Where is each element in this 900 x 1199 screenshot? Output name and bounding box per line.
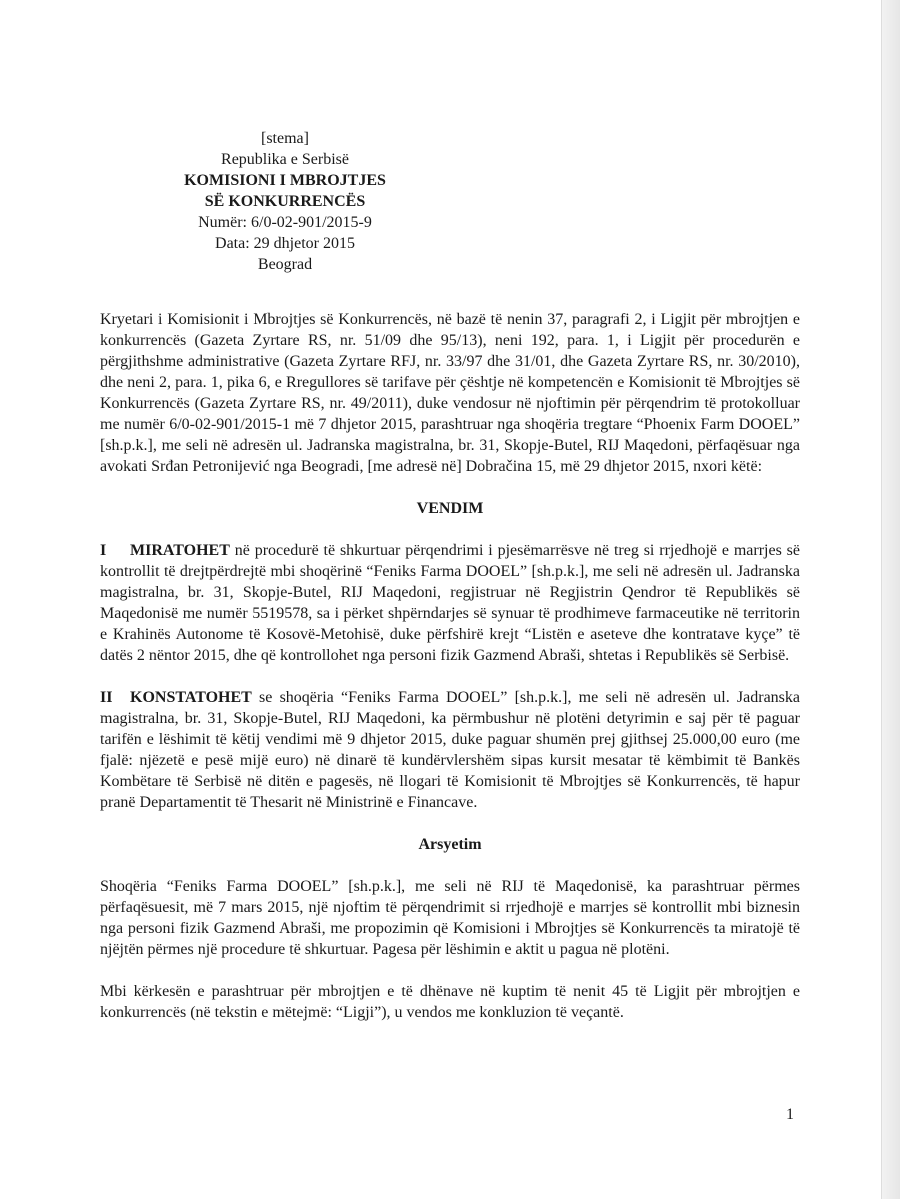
decision-item-1-text: në procedurë të shkurtuar përqendrimi i pjesëmarrësve në treg si rrjedhojë e marrjes së kontrollit të drejtpërdrejtë mbi shoqërinë “Feniks Farma DOOEL” [sh.p.k.], me seli në adresën ul. Jadranska magistralna, br. 31, Skopje-Butel, RIJ Maqedoni, regjistruar në Regjistrin Qendror të Republikës së Maqedonisë me numër 5519578, sa i përket shpërndarjes së synuar të prodhimeve farmaceutike në territorin e Krahinës Autonome të Kosovë-Metohisë, duke përfshirë krejt “Listën e aseteve dhe kontratave kyçe” të datës 2 nëntor 2015, dhe që kontrollohet nga personi fizik Gazmend Abraši, shtetas i Republikës së Serbisë. bbox=[100, 542, 800, 664]
decision-item-2-keyword: KONSTATOHET bbox=[130, 689, 252, 706]
document-header bbox=[160, 128, 410, 275]
decision-item-2 bbox=[100, 687, 800, 813]
document-city: Beograd bbox=[257, 256, 313, 273]
document-number: Numër: 6/0-02-901/2015-9 bbox=[198, 214, 372, 231]
decision-item-2-number: II bbox=[100, 689, 113, 706]
reasoning-title: Arsyetim bbox=[418, 836, 482, 853]
decision-title: VENDIM bbox=[416, 500, 484, 517]
page-number: 1 bbox=[786, 1106, 794, 1123]
decision-item-1-keyword: MIRATOHET bbox=[130, 542, 230, 559]
reasoning-paragraph-1: Shoqëria “Feniks Farma DOOEL” [sh.p.k.], me seli në RIJ të Maqedonisë, ka parashtruar përmes përfaqësuesit, më 7 mars 2015, një njoftim të përqendrimit si rrjedhojë e marrjes së kontrollit mbi biznesin nga personi fizik Gazmend Abraši, me propozimin që Komisioni i Mbrojtjes së Konkurrencës ta miratojë të njëjtën përmes një procedure të shkurtuar. Pagesa për lëshimin e aktit u pagua në plotëni. bbox=[100, 878, 800, 958]
decision-item-1 bbox=[100, 540, 800, 666]
document-date: Data: 29 dhjetor 2015 bbox=[215, 235, 355, 252]
authority-name-line2: SË KONKURRENCËS bbox=[204, 193, 366, 210]
country-name: Republika e Serbisë bbox=[221, 151, 349, 168]
emblem-placeholder: [stema] bbox=[261, 130, 309, 147]
document-body bbox=[100, 309, 800, 1023]
page-edge-shadow bbox=[881, 0, 900, 1199]
decision-item-2-text: se shoqëria “Feniks Farma DOOEL” [sh.p.k.], me seli në adresën ul. Jadranska magistralna, br. 31, Skopje-Butel, RIJ Maqedoni, ka përmbushur në plotëni detyrimin e saj për të paguar tarifën e lëshimit të këtij vendimi më 9 dhjetor 2015, duke paguar shumën prej gjithsej 25.000,00 euro (me fjalë: njëzetë e pesë mijë euro) në dinarë të kundërvlershëm sipas kursit mesatar të këmbimit të Bankës Kombëtare të Serbisë në ditën e pagesës, në llogari të Komisionit të Mbrojtjes së Konkurrencës, të hapur pranë Departamentit të Thesarit në Ministrinë e Financave. bbox=[100, 689, 800, 811]
intro-paragraph: Kryetari i Komisionit i Mbrojtjes së Konkurrencës, në bazë të nenin 37, paragrafi 2, i Ligjit për mbrojtjen e konkurrencës (Gazeta Zyrtare RS, nr. 51/09 dhe 95/13), neni 192, para. 1, i Ligjit për procedurën e përgjithshme administrative (Gazeta Zyrtare RFJ, nr. 33/97 dhe 31/01, dhe Gazeta Zyrtare RS, nr. 30/2010), dhe neni 2, para. 1, pika 6, e Rregullores së tarifave për çështje në kompetencën e Komisionit të Mbrojtjes së Konkurrencës (Gazeta Zyrtare RS, nr. 49/2011), duke vendosur në njoftimin për përqendrim të protokolluar me numër 6/0-02-901/2015-1 më 7 dhjetor 2015, parashtruar nga shoqëria tregtare “Phoenix Farm DOOEL” [sh.p.k.], me seli në adresën ul. Jadranska magistralna, br. 31, Skopje-Butel, RIJ Maqedoni, përfaqësuar nga avokati Srđan Petronijević nga Beogradi, [me adresë në] Dobračina 15, më 29 dhjetor 2015, nxori këtë: bbox=[100, 311, 800, 475]
decision-item-1-number: I bbox=[100, 542, 107, 559]
reasoning-paragraph-2: Mbi kërkesën e parashtruar për mbrojtjen e të dhënave në kuptim të nenit 45 të Ligjit për mbrojtjen e konkurrencës (në tekstin e mëtejmë: “Ligji”), u vendos me konkluzion të veçantë. bbox=[100, 983, 800, 1021]
authority-name-line1: KOMISIONI I MBROJTJES bbox=[184, 172, 386, 189]
